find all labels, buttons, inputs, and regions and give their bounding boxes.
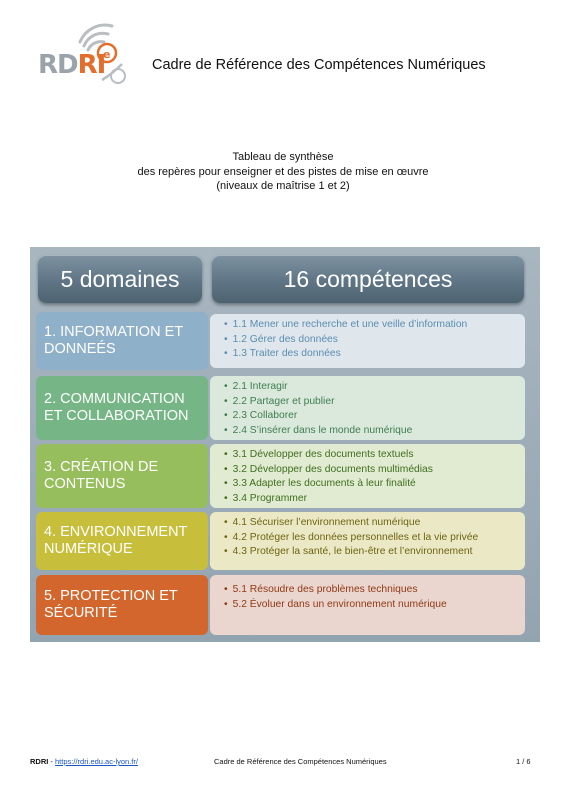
competence-list bbox=[210, 376, 525, 440]
domain-row-4 bbox=[30, 512, 540, 570]
footer-page-number: 1 / 6 bbox=[516, 757, 531, 766]
rdri-logo bbox=[30, 20, 140, 100]
logo-wordmark bbox=[38, 50, 105, 80]
domains-header: 5 domaines bbox=[38, 255, 202, 303]
competence-item: • 5.1 Résoudre des problèmes techniques bbox=[224, 583, 517, 598]
competence-item: • 5.2 Évoluer dans un environnement numérique bbox=[224, 598, 517, 613]
domain-label: 4. ENVIRONNEMENT NUMÉRIQUE bbox=[36, 512, 208, 570]
synthesis-table bbox=[30, 247, 540, 642]
competence-item: • 3.4 Programmer bbox=[224, 492, 517, 507]
svg-text:e: e bbox=[103, 48, 111, 61]
footer-org: RDRI bbox=[30, 757, 49, 766]
competence-item: • 2.1 Interagir bbox=[224, 380, 517, 395]
competence-list bbox=[210, 512, 525, 570]
competence-item: • 2.2 Partager et publier bbox=[224, 395, 517, 410]
competence-item: • 3.1 Développer des documents textuels bbox=[224, 448, 517, 463]
footer-link[interactable]: https://rdri.edu.ac-lyon.fr/ bbox=[55, 757, 138, 766]
intro-line-2: des repères pour enseigner et des pistes de mise en œuvre bbox=[137, 165, 429, 178]
footer-center: Cadre de Référence des Compétences Numériques bbox=[214, 757, 387, 766]
competence-item: • 3.3 Adapter les documents à leur finalité bbox=[224, 477, 517, 492]
intro-line-3: (niveaux de maîtrise 1 et 2) bbox=[216, 180, 350, 192]
competence-list bbox=[210, 575, 525, 635]
intro-line-1: Tableau de synthèse bbox=[232, 151, 334, 163]
competence-item: • 4.3 Protéger la santé, le bien-être et l’environnement bbox=[224, 545, 517, 560]
competence-item: • 1.3 Traiter des données bbox=[224, 347, 517, 362]
competence-item: • 1.2 Gérer des données bbox=[224, 333, 517, 348]
domain-label: 3. CRÉATION DE CONTENUS bbox=[36, 444, 208, 508]
intro-block bbox=[0, 150, 566, 194]
footer-left bbox=[30, 757, 138, 766]
domain-label: 1. INFORMATION ET DONNEÉS bbox=[36, 312, 208, 370]
domain-row-2 bbox=[30, 376, 540, 440]
competence-item: • 4.2 Protéger les données personnelles et la vie privée bbox=[224, 531, 517, 546]
competence-item: • 2.4 S’insérer dans le monde numérique bbox=[224, 424, 517, 439]
competence-list bbox=[210, 314, 525, 368]
domain-label: 2. COMMUNICATION ET COLLABORATION bbox=[36, 376, 208, 440]
competences-header: 16 compétences bbox=[212, 255, 524, 303]
domain-label: 5. PROTECTION ET SÉCURITÉ bbox=[36, 575, 208, 635]
competence-item: • 2.3 Collaborer bbox=[224, 409, 517, 424]
page-header-title: Cadre de Référence des Compétences Numériques bbox=[152, 57, 486, 73]
competence-item: • 3.2 Développer des documents multimédias bbox=[224, 463, 517, 478]
logo-text-rd: RD bbox=[38, 50, 78, 80]
competence-item: • 4.1 Sécuriser l’environnement numérique bbox=[224, 516, 517, 531]
competence-list bbox=[210, 444, 525, 508]
domain-row-3 bbox=[30, 444, 540, 508]
logo-text-ri: RI bbox=[77, 50, 106, 80]
domain-row-5 bbox=[30, 575, 540, 637]
footer-sep: - bbox=[48, 757, 56, 766]
domain-row-1 bbox=[30, 312, 540, 372]
competence-item: • 1.1 Mener une recherche et une veille d’information bbox=[224, 318, 517, 333]
